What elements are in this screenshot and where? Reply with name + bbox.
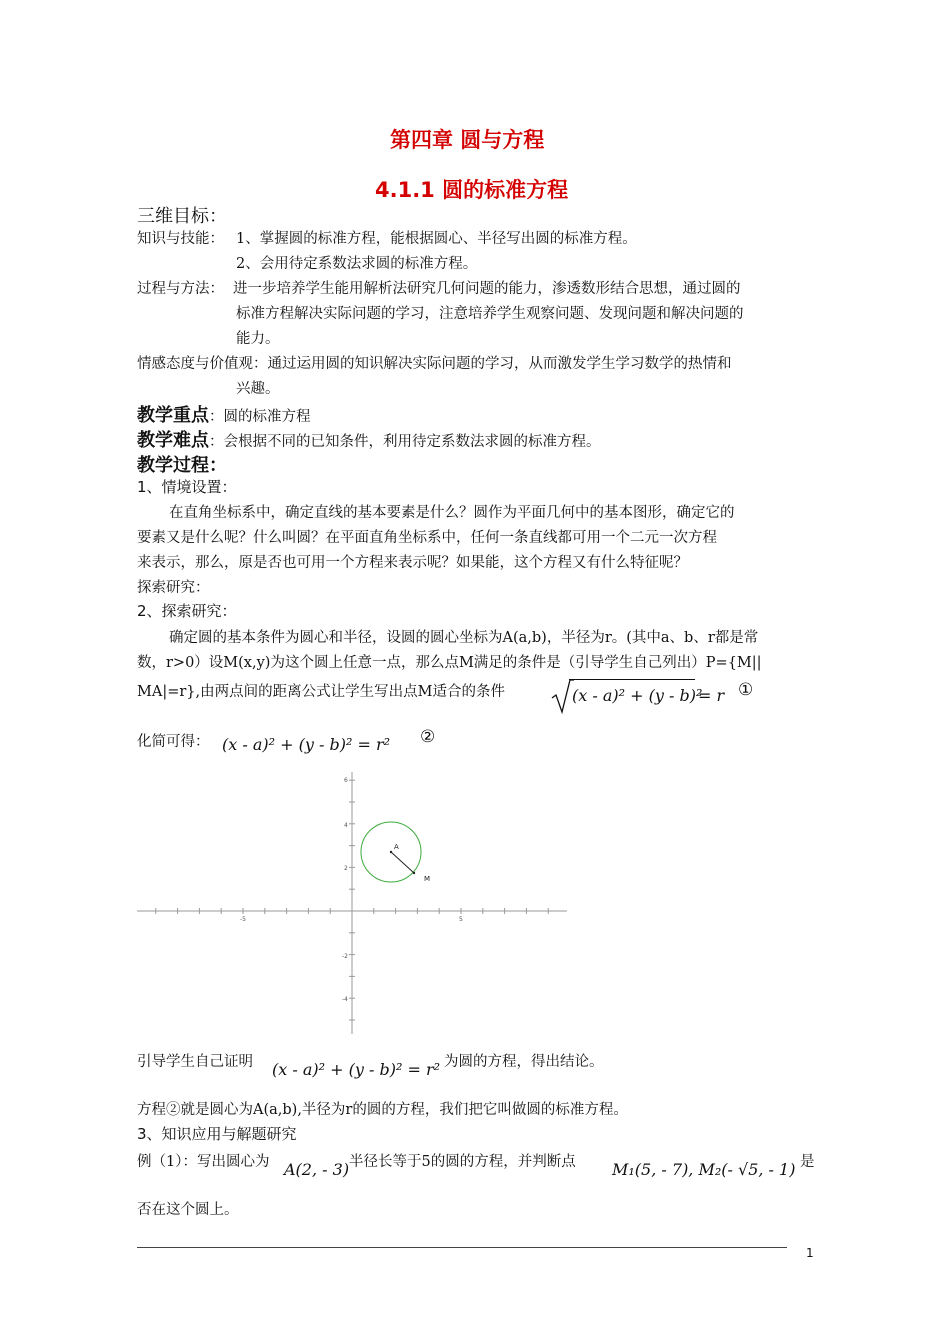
example-line-2: 否在这个圆上。 xyxy=(137,1202,239,1218)
y-tick-label-neg2: -2 xyxy=(342,953,348,960)
process-line-2: 标准方程解决实际问题的学习，注意培养学生观察问题、发现问题和解决问题的 xyxy=(236,306,744,322)
section-1-para-line-4: 探索研究： xyxy=(137,580,210,596)
emotion-line-2: 兴趣。 xyxy=(236,381,280,397)
equation-1 xyxy=(550,676,730,716)
section-1-para-line-2: 要素又是什么呢？什么叫圆？在平面直角坐标系中，任何一条直线都可用一个二元一次方程 xyxy=(137,530,717,546)
process-heading: 教学过程： xyxy=(137,455,227,476)
section-title: 4.1.1 圆的标准方程 xyxy=(375,178,569,202)
chapter-title: 第四章 圆与方程 xyxy=(390,128,545,152)
difficulty-label: 教学难点 xyxy=(137,430,209,451)
x-tick-label-5: 5 xyxy=(459,916,463,923)
equation-2: (x - a)² + (y - b)² = r² xyxy=(222,735,391,754)
difficulty xyxy=(137,426,601,452)
page-number: 1 xyxy=(806,1246,814,1260)
equation-3: (x - a)² + (y - b)² = r² xyxy=(272,1060,441,1079)
emotion-line-1: 情感态度与价值观：通过运用圆的知识解决实际问题的学习，从而激发学生学习数学的热情和 xyxy=(137,356,732,372)
section-1-para-line-3: 来表示，那么，原是否也可用一个方程来表示呢？如果能，这个方程又有什么特征呢？ xyxy=(137,555,688,571)
example-points: M₁(5, - 7), M₂(- √5, - 1) xyxy=(612,1160,796,1179)
section-2-para-line-3: MA|=r},由两点间的距离公式让学生写出点M适合的条件 xyxy=(137,684,505,700)
knowledge-item-1: 1、掌握圆的标准方程，能根据圆心、半径写出圆的标准方程。 xyxy=(236,231,637,247)
goals-heading: 三维目标： xyxy=(137,206,227,227)
point-m-dot xyxy=(413,872,415,874)
difficulty-text: ：会根据不同的已知条件，利用待定系数法求圆的标准方程。 xyxy=(209,434,601,450)
point-a-dot xyxy=(390,851,392,853)
section-1-para-line-1: 在直角坐标系中，确定直线的基本要素是什么？圆作为平面几何中的基本图形，确定它的 xyxy=(169,505,735,521)
point-m-label: M xyxy=(424,875,431,883)
y-tick-label-4: 4 xyxy=(344,822,348,829)
key-point-text: ：圆的标准方程 xyxy=(209,409,311,425)
section-1-heading: 1、情境设置： xyxy=(137,478,237,496)
example-center: A(2, - 3) xyxy=(284,1160,350,1179)
knowledge-label: 知识与技能： xyxy=(137,231,224,247)
radius-segment xyxy=(391,852,414,873)
standard-equation-sentence: 方程②就是圆心为A(a,b),半径为r的圆的方程，我们把它叫做圆的标准方程。 xyxy=(137,1102,628,1118)
prove-suffix: 为圆的方程，得出结论。 xyxy=(444,1054,604,1070)
coordinate-graph xyxy=(137,772,569,1034)
radical-sign xyxy=(550,676,574,716)
equation-1-marker: ① xyxy=(738,680,754,700)
equation-1-radicand: (x - a)² + (y - b)² xyxy=(572,686,703,705)
y-tick-label-neg4: -4 xyxy=(342,996,348,1003)
example-suffix: 是 xyxy=(800,1154,815,1170)
x-tick-label-neg5: -5 xyxy=(240,916,246,923)
section-2-para-line-1: 确定圆的基本条件为圆心和半径，设圆的圆心坐标为A(a,b)，半径为r。(其中a、b、r都是常 xyxy=(169,630,759,646)
simplify-label: 化简可得： xyxy=(137,734,210,750)
key-point-label: 教学重点 xyxy=(137,405,209,426)
process-line-3: 能力。 xyxy=(236,331,280,347)
key-point xyxy=(137,401,311,427)
prove-prefix: 引导学生自己证明 xyxy=(137,1054,253,1070)
section-2-para-line-2: 数，r>0）设M(x,y)为这个圆上任意一点，那么点M满足的条件是（引导学生自己列出）P={M|| xyxy=(137,655,762,671)
knowledge-item-2: 2、会用待定系数法求圆的标准方程。 xyxy=(236,256,478,272)
process-line-1: 进一步培养学生能用解析法研究几何问题的能力，渗透数形结合思想，通过圆的 xyxy=(233,281,741,297)
point-a-label: A xyxy=(394,843,399,851)
equation-2-marker: ② xyxy=(420,727,436,747)
radical-bar xyxy=(569,679,695,680)
example-prefix: 例（1）：写出圆心为 xyxy=(137,1154,270,1170)
footer-divider xyxy=(137,1247,787,1248)
section-2-heading: 2、探索研究： xyxy=(137,602,237,620)
y-tick-label-6: 6 xyxy=(344,777,348,784)
example-mid: 半径长等于5的圆的方程，并判断点 xyxy=(349,1154,576,1170)
process-label: 过程与方法： xyxy=(137,281,224,297)
section-3-heading: 3、知识应用与解题研究 xyxy=(137,1125,297,1143)
equation-1-rhs: = r xyxy=(698,686,725,705)
y-tick-label-2: 2 xyxy=(344,865,348,872)
